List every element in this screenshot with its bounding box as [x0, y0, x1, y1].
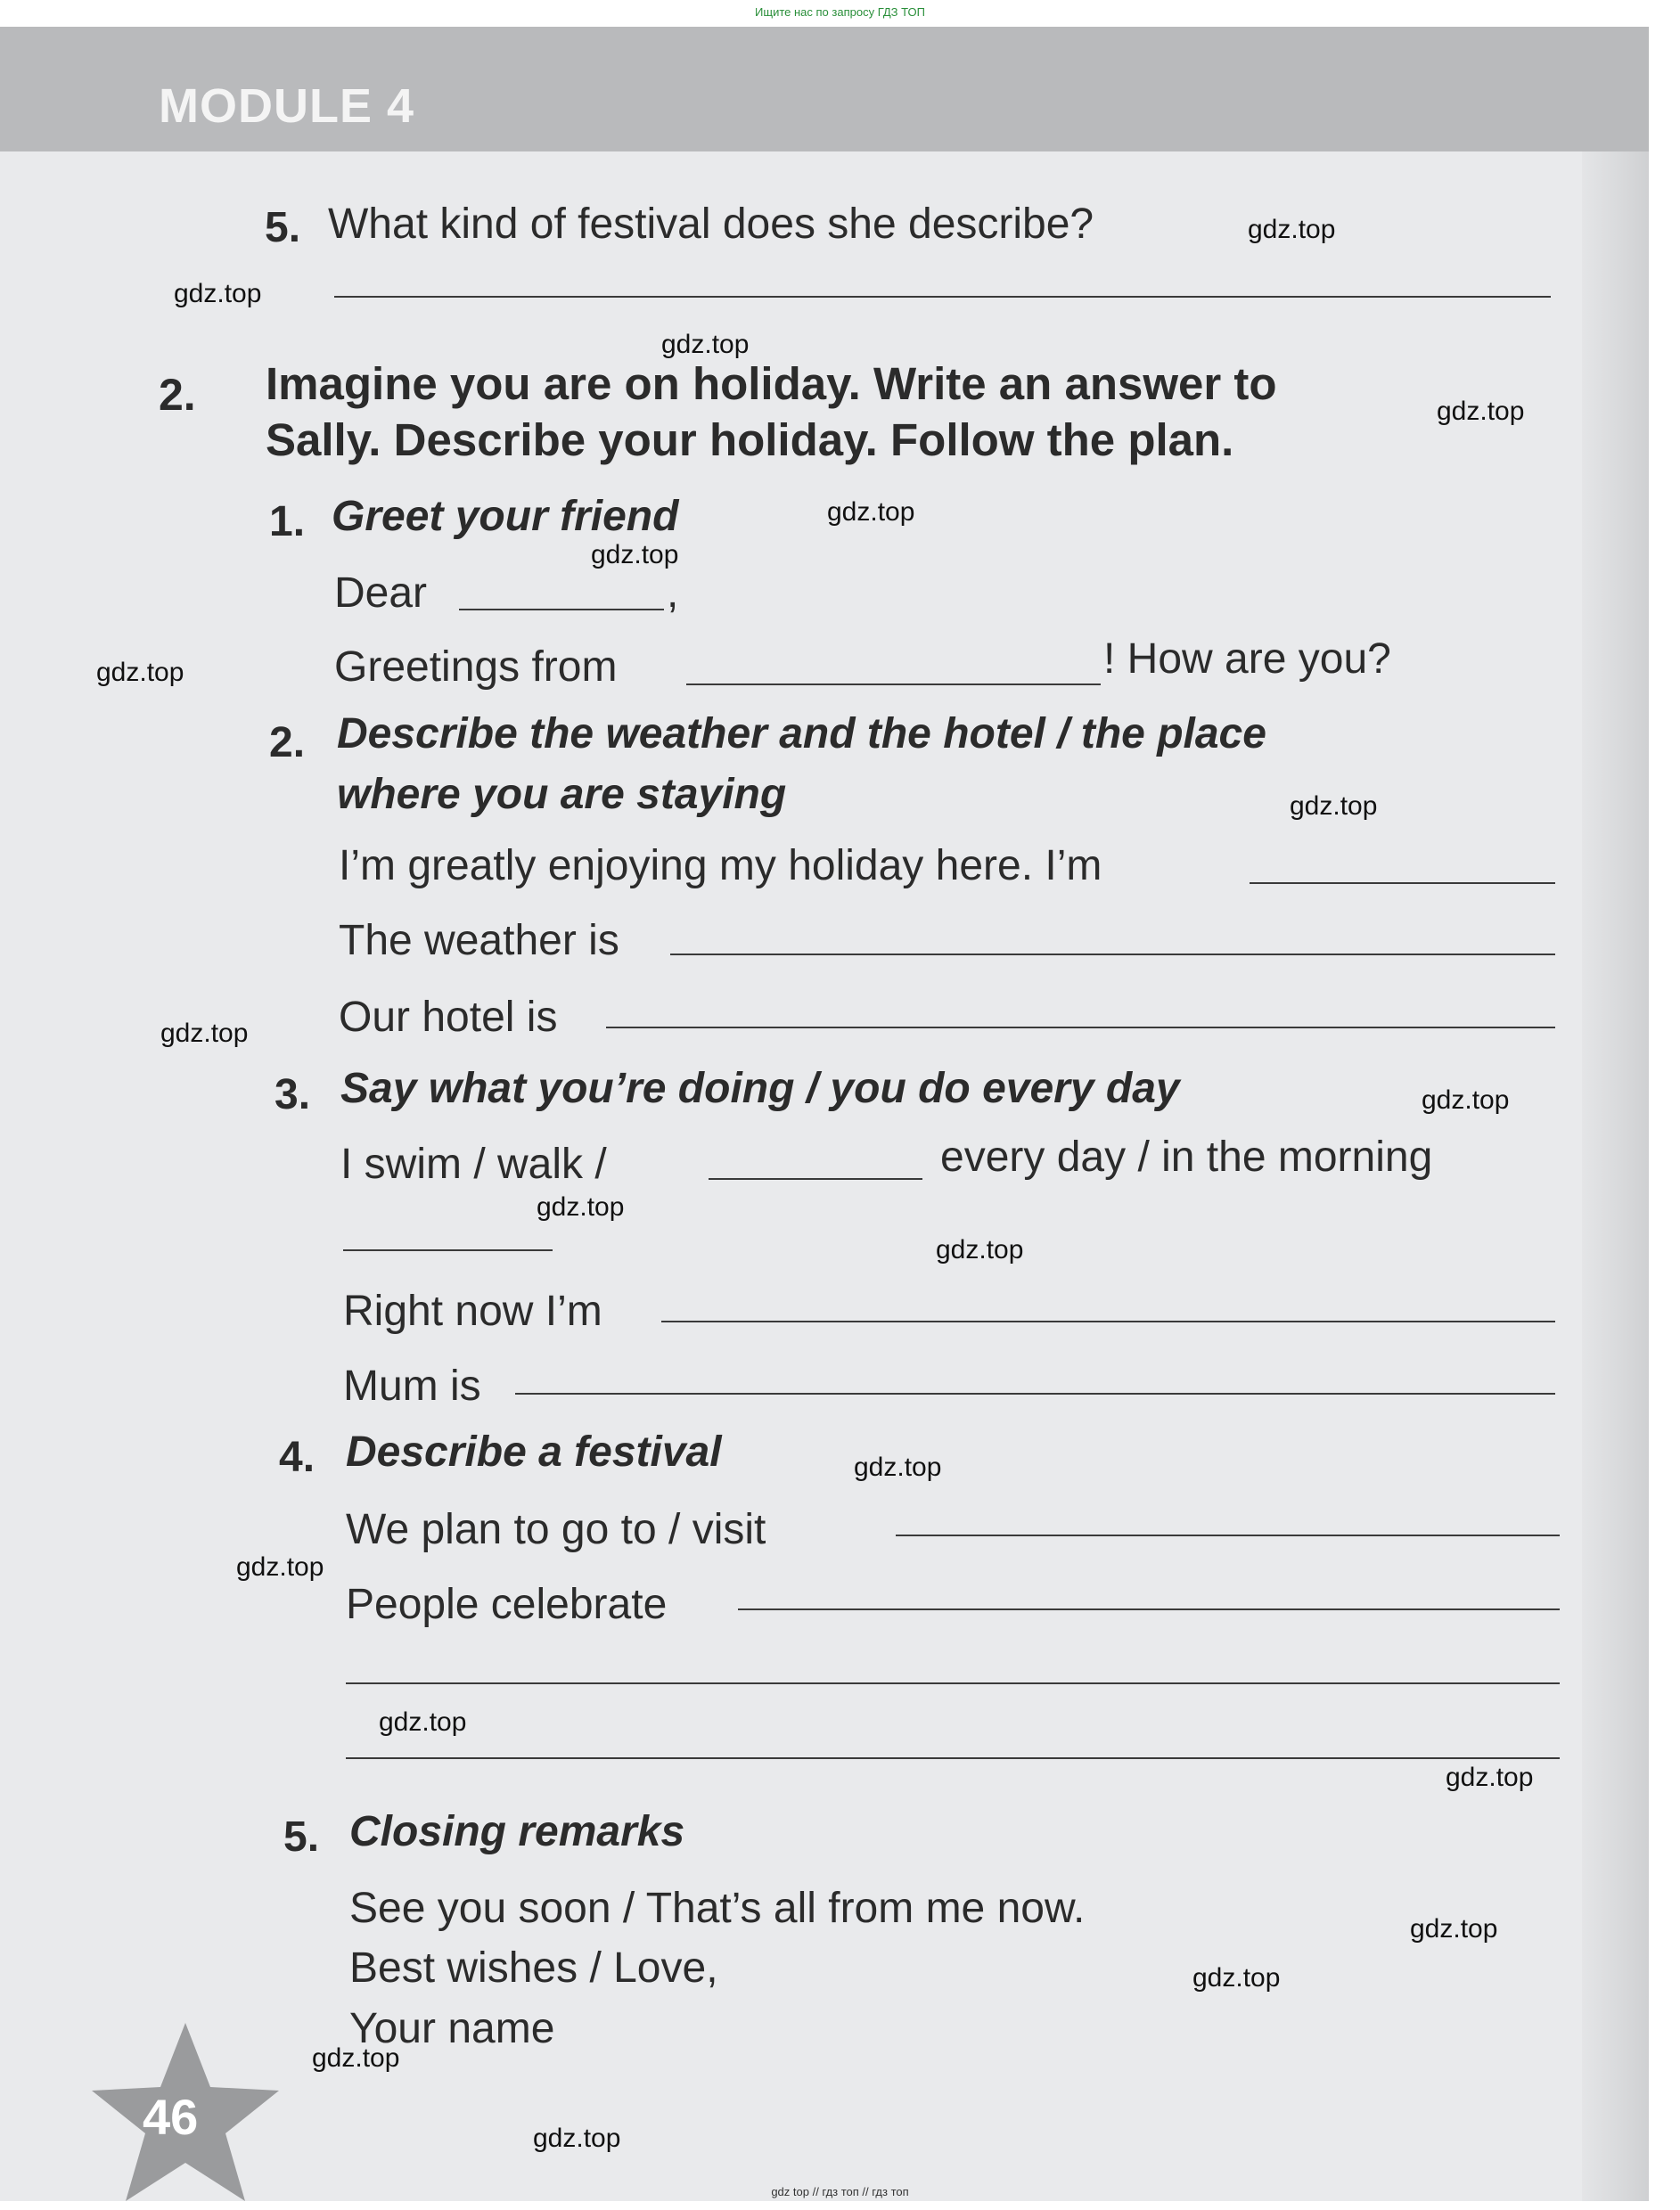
q5-text: What kind of festival does she describe?	[328, 201, 1094, 248]
watermark: gdz.top	[174, 279, 262, 308]
watermark: gdz.top	[1410, 1914, 1498, 1944]
step2-number: 2.	[269, 719, 306, 766]
festival-answer-line-3[interactable]	[346, 1682, 1560, 1684]
right-now-label: Right now I’m	[343, 1288, 602, 1335]
page-spine-shadow	[1582, 27, 1649, 2201]
watermark: gdz.top	[827, 497, 915, 527]
weather-answer-line[interactable]	[670, 954, 1555, 955]
watermark: gdz.top	[1446, 1763, 1534, 1792]
step3-number: 3.	[275, 1071, 311, 1118]
step1-heading: Greet your friend	[332, 493, 679, 540]
dear-comma: ,	[667, 569, 679, 617]
celebrate-label: People celebrate	[346, 1581, 668, 1628]
enjoying-answer-line[interactable]	[1250, 882, 1555, 884]
watermark: gdz.top	[1248, 215, 1336, 244]
watermark: gdz.top	[1422, 1085, 1510, 1115]
greetings-answer-line[interactable]	[686, 683, 1101, 685]
closing-line1: See you soon / That’s all from me now.	[349, 1885, 1086, 1932]
watermark: gdz.top	[1290, 791, 1378, 821]
watermark: gdz.top	[1192, 1963, 1281, 1993]
module-title: MODULE 4	[159, 79, 415, 133]
hotel-label: Our hotel is	[339, 994, 558, 1041]
mum-label: Mum is	[343, 1363, 481, 1410]
step3-heading: Say what you’re doing / you do every day	[340, 1065, 1180, 1112]
step2-heading-line2: where you are staying	[337, 771, 787, 818]
step1-number: 1.	[269, 498, 306, 545]
enjoying-label: I’m greatly enjoying my holiday here. I’m	[339, 842, 1102, 889]
step4-number: 4.	[279, 1434, 316, 1481]
closing-line2: Best wishes / Love,	[349, 1944, 718, 1992]
watermark: gdz.top	[379, 1707, 467, 1737]
watermark: gdz.top	[854, 1453, 942, 1482]
page-number: 46	[143, 2089, 199, 2145]
watermark: gdz.top	[96, 658, 184, 687]
watermark: gdz.top	[936, 1235, 1024, 1265]
plan-label: We plan to go to / visit	[346, 1506, 766, 1553]
celebrate-answer-line[interactable]	[738, 1608, 1560, 1610]
greetings-label: Greetings from	[334, 643, 618, 691]
watermark: gdz.top	[661, 330, 750, 359]
workbook-page	[0, 27, 1649, 2201]
weather-label: The weather is	[339, 917, 619, 964]
watermark: gdz.top	[533, 2124, 621, 2153]
right-now-answer-line[interactable]	[661, 1321, 1555, 1322]
watermark: gdz.top	[160, 1019, 249, 1048]
swim-answer-line[interactable]	[709, 1178, 922, 1180]
swim-label: I swim / walk /	[340, 1141, 607, 1188]
mum-answer-line[interactable]	[515, 1393, 1555, 1395]
watermark: gdz.top	[537, 1192, 625, 1222]
q5-number: 5.	[265, 204, 301, 251]
step4-heading: Describe a festival	[346, 1428, 722, 1476]
task2-line1: Imagine you are on holiday. Write an answer to	[266, 358, 1277, 409]
dear-answer-line[interactable]	[459, 609, 664, 610]
step5-number: 5.	[283, 1813, 320, 1861]
watermark: gdz.top	[1437, 397, 1525, 426]
dear-label: Dear	[334, 569, 428, 617]
closing-line3: Your name	[349, 2005, 555, 2052]
step5-heading: Closing remarks	[349, 1808, 685, 1855]
how-are-you-text: ! How are you?	[1103, 635, 1391, 683]
plan-answer-line[interactable]	[896, 1535, 1560, 1536]
top-note: Ищите нас по запросу ГДЗ ТОП	[755, 5, 925, 19]
hotel-answer-line[interactable]	[606, 1027, 1555, 1028]
step2-heading-line1: Describe the weather and the hotel / the place	[337, 710, 1266, 757]
watermark: gdz.top	[236, 1552, 324, 1582]
task2-number: 2.	[159, 370, 196, 420]
swim-second-answer-line[interactable]	[343, 1249, 553, 1251]
every-day-text: every day / in the morning	[940, 1134, 1433, 1181]
festival-answer-line-4[interactable]	[346, 1757, 1560, 1759]
q5-answer-line[interactable]	[334, 296, 1551, 298]
watermark: gdz.top	[312, 2043, 400, 2073]
watermark: gdz.top	[591, 540, 679, 569]
task2-line2: Sally. Describe your holiday. Follow the plan.	[266, 414, 1234, 465]
bottom-note: gdz top // гдз топ // гдз топ	[771, 2185, 909, 2198]
